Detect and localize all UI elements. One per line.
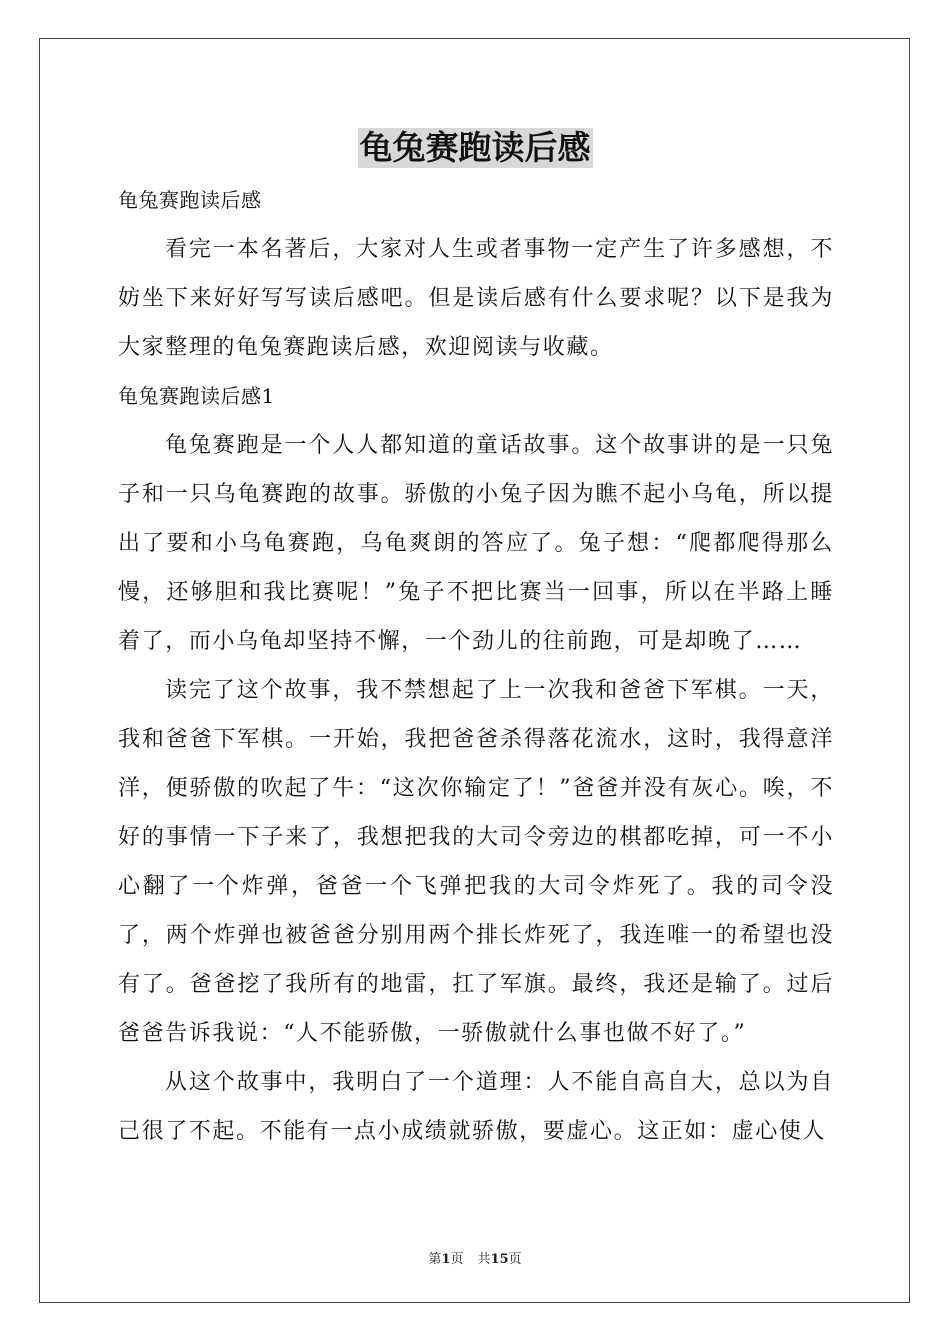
page-number: 1: [441, 1252, 451, 1267]
total-pages: 15: [490, 1252, 509, 1267]
intro-paragraph: 看完一本名著后，大家对人生或者事物一定产生了许多感想，不妨坐下来好好写写读后感吧。但是读后感有什么要求呢？以下是我为大家整理的龟兔赛跑读后感，欢迎阅读与收藏。: [118, 237, 834, 360]
page-footer: [0, 1248, 950, 1267]
total-label-suffix: 页: [508, 1252, 522, 1267]
page-label-suffix: 页: [450, 1252, 464, 1267]
document-body: [118, 176, 834, 1156]
body-paragraph: 从这个故事中，我明白了一个道理：人不能自高自大，总以为自己很了不起。不能有一点小成绩就骄傲，要虚心。这正如：虚心使人: [118, 1070, 834, 1144]
section-heading: 龟兔赛跑读后感1: [118, 384, 275, 408]
section-heading: 龟兔赛跑读后感: [118, 188, 262, 212]
document-title-text: 龟兔赛跑读后感: [359, 128, 591, 167]
body-paragraph: 龟兔赛跑是一个人人都知道的童话故事。这个故事讲的是一只兔子和一只乌龟赛跑的故事。骄傲的小兔子因为瞧不起小乌龟，所以提出了要和小乌龟赛跑，乌龟爽朗的答应了。兔子想：“爬都爬得那么慢，还够胆和我比赛呢！”兔子不把比赛当一回事，所以在半路上睡着了，而小乌龟却坚持不懈，一个劲儿的往前跑，可是却晚了……: [118, 433, 834, 654]
page-label-prefix: 第: [428, 1252, 442, 1267]
body-paragraph: 读完了这个故事，我不禁想起了上一次我和爸爸下军棋。一天，我和爸爸下军棋。一开始，我把爸爸杀得落花流水，这时，我得意洋洋，便骄傲的吹起了牛：“这次你输定了！”爸爸并没有灰心。唉，不好的事情一下子来了，我想把我的大司令旁边的棋都吃掉，可一不小心翻了一个炸弹，爸爸一个飞弹把我的大司令炸死了。我的司令没了，两个炸弹也被爸爸分别用两个排长炸死了，我连唯一的希望也没有了。爸爸挖了我所有的地雷，扛了军旗。最终，我还是输了。过后爸爸告诉我说：“人不能骄傲，一骄傲就什么事也做不好了。”: [118, 678, 834, 1046]
document-title: [0, 128, 950, 168]
total-label-prefix: 共: [477, 1252, 491, 1267]
